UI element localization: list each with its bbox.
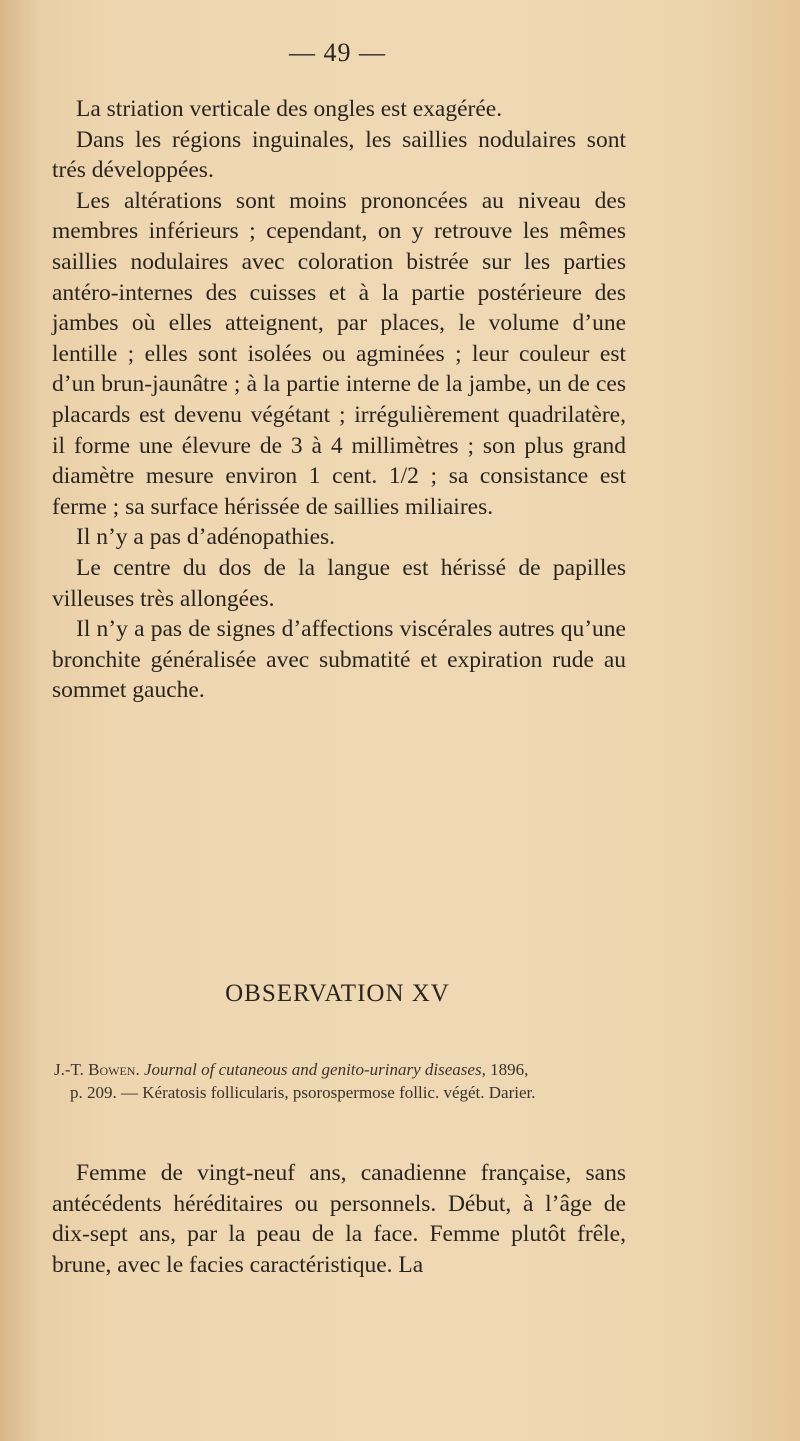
reference-line-1 bbox=[54, 1058, 626, 1081]
bibliographic-reference bbox=[54, 1058, 626, 1104]
paragraph-nail-striation: La striation verticale des ongles est exagérée. bbox=[76, 96, 503, 122]
page-number: — 49 — bbox=[289, 38, 386, 67]
paragraph-adenopathies: Il n’y a pas d’adénopathies. bbox=[76, 524, 336, 551]
paragraph-lower-limbs: Les altérations sont moins prononcées au niveau des membres inférieurs ; cependant, on y retrouve les mêmes saillies nodulaires avec coloration bistrée sur les parties antéro-internes des cuisses et à la partie postérieure des jambes où elles atteignent, par places, le volume d’une lentille ; elles sont isolées ou agminées ; leur couleur est d’un brun-jaunâtre ; à la partie interne de la jambe, un de ces placards est devenu végétant ; irrégulièrement quadrilatère, il forme une élevure de 3 à 4 millimètres ; son plus grand diamètre mesure environ 1 cent. 1/2 ; sa consistance est ferme ; sa surface hérissée de saillies miliaires. bbox=[52, 187, 626, 520]
observation-heading: OBSERVATION XV bbox=[225, 980, 450, 1007]
paragraph-visceral: Il n’y a pas de signes d’affections viscérales autres qu’une bronchite généralisée avec submatité et expiration rude au sommet gauche. bbox=[52, 616, 626, 704]
paragraph-inguinal-regions: Dans les régions inguinales, les saillies nodulaires sont trés développées. bbox=[52, 126, 626, 184]
reference-line-2: p. 209. — Kératosis follicularis, psorospermose follic. végét. Darier. bbox=[70, 1083, 536, 1102]
paragraph-patient-description: Femme de vingt-neuf ans, canadienne française, sans antécédents héréditaires ou personnels. Début, à l’âge de dix-sept ans, par la peau de la face. Femme plutôt frêle, brune, avec le facies caractéristique. La bbox=[52, 1160, 626, 1278]
observation-body bbox=[52, 1158, 626, 1280]
clinical-description bbox=[52, 94, 626, 706]
reference-year: 1896, bbox=[485, 1060, 529, 1079]
reference-journal: Journal of cutaneous and genito-urinary diseases, bbox=[143, 1060, 486, 1079]
paragraph-tongue: Le centre du dos de la langue est hérissé de papilles villeuses très allongées. bbox=[52, 554, 626, 612]
reference-author: J.-T. Bowen. bbox=[54, 1060, 140, 1079]
